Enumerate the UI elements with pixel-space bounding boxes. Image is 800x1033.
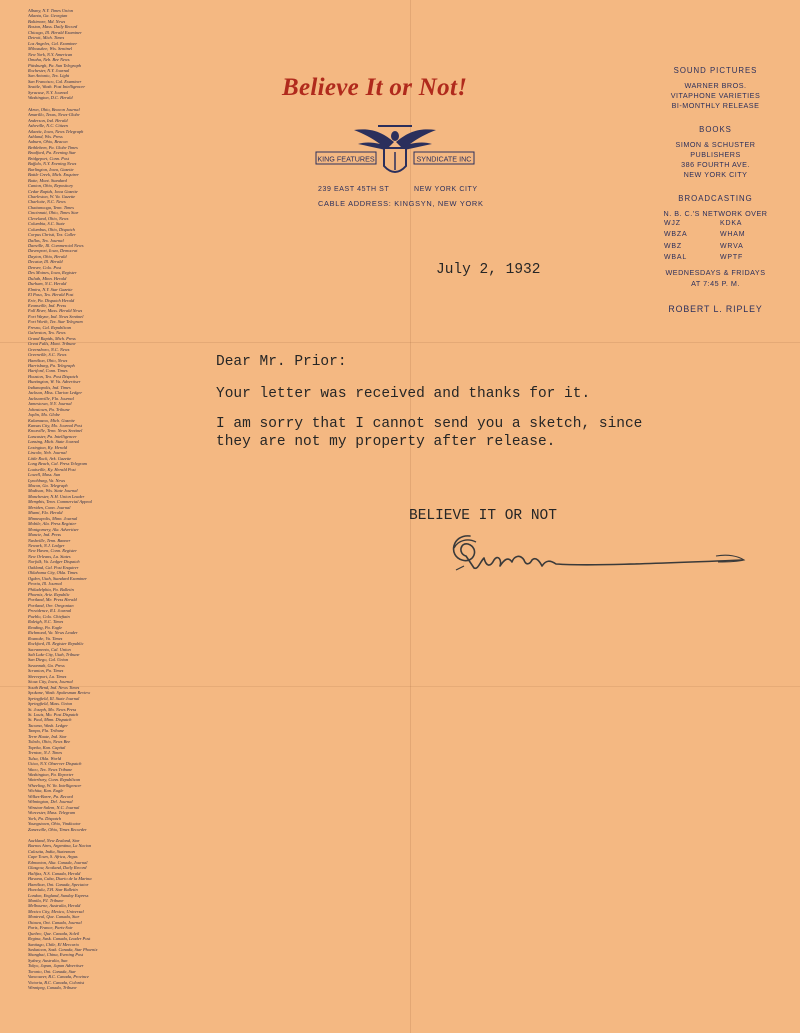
newspaper-list-item: Victoria, B.C. Canada, Colonist xyxy=(28,979,85,985)
newspaper-list-item: York, Pa. Dispatch xyxy=(28,815,62,821)
newspaper-list-item: Ashland, Wis. Press xyxy=(28,133,63,139)
newspaper-list-item: Fort Wayne, Ind. News Sentinel xyxy=(28,313,84,319)
newspaper-list-item: Manila, P.I. Tribune xyxy=(28,897,64,903)
newspaper-list-item: Scranton, Pa. Times xyxy=(28,668,64,674)
newspaper-list-item: Miami, Fla. Herald xyxy=(28,510,63,516)
newspaper-list-item: Winnipeg, Canada, Tribune xyxy=(28,985,77,991)
letterhead-title: Believe It or Not! xyxy=(282,74,468,101)
newspaper-list-item: Pueblo, Colo. Chieftain xyxy=(28,613,70,619)
newspaper-list-item: Decatur, Ill. Herald xyxy=(28,259,63,265)
newspaper-list-item: Chattanooga, Tenn. Times xyxy=(28,204,74,210)
newspaper-list-item: St. Louis, Mo. Post Dispatch xyxy=(28,712,79,717)
newspaper-list-item: Evansville, Ind. Press xyxy=(28,303,67,309)
newspaper-list-item: Ottawa, Ont. Canada, Journal xyxy=(28,919,82,925)
newspaper-list-item: Memphis, Tenn. Commercial Appeal xyxy=(28,499,92,505)
newspaper-list-item: Jamestown, N.Y. Journal xyxy=(28,401,72,407)
station-row: WJZ KDKA xyxy=(664,220,743,227)
newspaper-list-item: Bethlehem, Pa. Globe Times xyxy=(28,144,78,150)
newspaper-list-item: Syracuse, N.Y. Journal xyxy=(28,89,68,95)
newspaper-list-item: Shanghai, China, Evening Post xyxy=(28,952,84,958)
newspaper-list-item: Tampa, Fla. Tribune xyxy=(28,728,64,734)
letter-paragraph: they are not my property after release. xyxy=(216,434,556,450)
newspaper-list-item: Akron, Ohio, Beacon Journal xyxy=(28,106,80,112)
newspaper-list-item: Worcester, Mass. Telegram xyxy=(28,810,76,816)
newspaper-list-item: Joplin, Mo. Globe xyxy=(28,412,60,418)
newspaper-list-item: St. Joseph, Mo. News Press xyxy=(28,706,77,712)
newspaper-list-item: Springfield, Mass. Union xyxy=(28,701,73,707)
newspaper-list-item: Muncie, Ind. Press xyxy=(28,532,62,538)
newspaper-list-item: Madison, Wis. State Journal xyxy=(28,488,78,494)
newspaper-list-item: Wilkes-Barre, Pa. Record xyxy=(28,793,73,799)
newspaper-list-item: Rockford, Ill. Register Republic xyxy=(28,641,84,647)
newspaper-list-item: Jacksonville, Fla. Journal xyxy=(28,395,74,401)
newspaper-list-item: Utica, N.Y. Observer Dispatch xyxy=(28,761,82,767)
sound-pictures-line: WARNER BROS. xyxy=(684,81,747,90)
newspaper-list-item: Montgomery, Ala. Advertiser xyxy=(28,526,79,532)
king-features-eagle-logo xyxy=(314,122,476,186)
newspaper-list-item: Indianapolis, Ind. Times xyxy=(28,384,71,390)
newspaper-list-item: Knoxville, Tenn. News Sentinel xyxy=(28,428,83,434)
newspaper-list-item: Columbus, Ohio, Dispatch xyxy=(28,226,75,232)
newspaper-list-item: Harrisburg, Pa. Telegraph xyxy=(28,363,75,368)
newspaper-list-item: Topeka, Kan. Capital xyxy=(28,744,66,750)
newspaper-list-item: Erie, Pa. Dispatch Herald xyxy=(28,297,75,303)
newspaper-list-item: Duluth, Minn. Herald xyxy=(28,275,67,281)
newspaper-list-item: Battle Creek, Mich. Enquirer xyxy=(28,172,80,178)
newspaper-list-item: Melbourne, Australia, Herald xyxy=(28,903,81,909)
newspaper-list-item: Cape Town, S. Africa, Argus xyxy=(28,854,78,860)
newspaper-list-item: Sacramento, Cal. Union xyxy=(28,646,71,652)
newspaper-list-item: Elmira, N.Y. Star Gazette xyxy=(28,286,73,292)
newspaper-list-item: Mobile, Ala. Press Register xyxy=(28,521,77,527)
newspaper-list-item: Youngstown, Ohio, Vindicator xyxy=(28,821,81,827)
newspaper-list-item: Louisville, Ky. Herald Post xyxy=(28,466,76,472)
newspaper-list-item: Waco, Tex. News Tribune xyxy=(28,766,73,772)
newspaper-list-item: Grand Rapids, Mich. Press xyxy=(28,335,76,341)
newspaper-list-item: Minneapolis, Minn. Journal xyxy=(28,515,78,521)
newspaper-list-item: Anderson, Ind. Herald xyxy=(28,117,68,123)
newspaper-list-item: Lynchburg, Va. News xyxy=(28,477,66,483)
newspaper-list-item: Corpus Christi, Tex. Caller xyxy=(28,232,76,238)
newspaper-list-item: Baltimore, Md. News xyxy=(28,18,66,24)
address-right: NEW YORK CITY xyxy=(414,186,478,193)
broadcasting-heading: BROADCASTING xyxy=(678,194,753,203)
newspaper-list-item: Cedar Rapids, Iowa Gazette xyxy=(28,188,78,194)
newspaper-list-item: Jackson, Miss. Clarion Ledger xyxy=(28,390,83,396)
network-line: N. B. C.'S NETWORK OVER xyxy=(663,209,768,218)
newspaper-list-item: Kalamazoo, Mich. Gazette xyxy=(28,417,75,423)
letter-date: July 2, 1932 xyxy=(436,262,541,278)
address-left: 239 EAST 45TH ST xyxy=(318,186,390,193)
station-row: WBZ WRVA xyxy=(664,242,744,250)
newspaper-list-item: Huntington, W. Va. Advertiser xyxy=(28,379,81,385)
newspaper-list-item: Tulsa, Okla. World xyxy=(28,755,62,761)
newspaper-list-item: Los Angeles, Cal. Examiner xyxy=(28,40,78,46)
newspaper-list-item: Fresno, Cal. Republican xyxy=(28,324,72,330)
newspaper-list-item: Lincoln, Neb. Journal xyxy=(28,450,67,456)
signature xyxy=(446,530,746,580)
cable-address: CABLE ADDRESS: KINGSYN, NEW YORK xyxy=(318,199,484,208)
newspaper-list-item: Providence, R.I. Journal xyxy=(28,608,72,614)
newspaper-list-item: Charlotte, N.C. News xyxy=(28,199,66,205)
newspaper-list-item: Omaha, Neb. Bee News xyxy=(28,57,70,63)
newspaper-list-item: Waterbury, Conn. Republican xyxy=(28,777,81,783)
newspaper-list-item: Roanoke, Va. Times xyxy=(28,635,63,641)
newspaper-list-item: Washington, D.C. Herald xyxy=(28,95,73,101)
newspaper-list-item: Fort Worth, Tex. Star Telegram xyxy=(28,319,83,325)
newspaper-list-item: Richmond, Va. News Leader xyxy=(28,630,78,636)
newspaper-list-item: Trenton, N.J. Times xyxy=(28,750,63,756)
newspaper-list-item: Santiago, Chile, El Mercurio xyxy=(28,941,79,947)
newspaper-list-item: Tacoma, Wash. Ledger xyxy=(28,722,68,728)
newspaper-list-item: Great Falls, Mont. Tribune xyxy=(28,341,76,347)
schedule-line: AT 7:45 P. M. xyxy=(691,279,740,288)
newspaper-list-item: Canton, Ohio, Repository xyxy=(28,183,74,189)
books-heading: BOOKS xyxy=(699,125,732,134)
newspaper-list-item: Wichita, Kan. Eagle xyxy=(28,788,64,794)
newspaper-list-item: Glasgow, Scotland, Daily Record xyxy=(28,865,87,871)
newspaper-list-item: Nashville, Tenn. Banner xyxy=(28,537,71,543)
newspaper-list-item: Wheeling, W. Va. Intelligencer xyxy=(28,782,82,788)
eagle-head-icon xyxy=(391,131,399,141)
newspaper-list-item: Manchester, N.H. Union Leader xyxy=(28,493,85,499)
newspaper-list-item: Calcutta, India, Statesman xyxy=(28,848,75,854)
newspaper-list-item: Lancaster, Pa. Intelligencer xyxy=(28,433,77,439)
newspaper-list-item: Quebec, Que. Canada, Soleil xyxy=(28,930,80,936)
newspaper-list-item: Greensboro, N.C. News xyxy=(28,346,70,352)
schedule-line: WEDNESDAYS & FRIDAYS xyxy=(665,268,766,277)
letter-paragraph: I am sorry that I cannot send you a sketch, since xyxy=(216,416,643,432)
newspaper-list-item: Philadelphia, Pa. Bulletin xyxy=(28,586,74,592)
newspaper-list-item: Denver, Colo. Post xyxy=(28,264,62,270)
newspaper-list-item: Amarillo, Texas, News-Globe xyxy=(28,112,80,118)
letter-salutation: Dear Mr. Prior: xyxy=(216,354,347,370)
newspaper-list-item: El Paso, Tex. Herald Post xyxy=(28,292,74,298)
sound-pictures-line: VITAPHONE VARIETIES xyxy=(670,91,761,100)
newspaper-list-item: Spokane, Wash. Spokesman Review xyxy=(28,690,91,696)
newspaper-list-item: Detroit, Mich. Times xyxy=(28,35,65,41)
newspaper-list-item: Buffalo, N.Y. Evening News xyxy=(28,161,77,167)
newspaper-list-item: Zanesville, Ohio, Times Recorder xyxy=(28,826,87,832)
newspaper-list-item: Macon, Ga. Telegraph xyxy=(28,482,68,488)
books-line: 386 FOURTH AVE. xyxy=(681,160,750,169)
newspaper-list-item: Washington, Pa. Reporter xyxy=(28,771,74,777)
newspaper-list-item: Fall River, Mass. Herald News xyxy=(28,308,83,314)
newspaper-list-item: Columbia, S.C. State xyxy=(28,221,65,227)
newspaper-list-item: Pittsburgh, Pa. Sun Telegraph xyxy=(28,62,81,68)
newspaper-list-item: Toronto, Ont. Canada, Star xyxy=(28,968,76,974)
newspaper-list-item: Albany, N.Y. Times Union xyxy=(28,8,73,13)
newspaper-list-item: Auburn, Ohio, Beacon xyxy=(28,139,68,145)
newspaper-list-item: Danville, Ill. Commercial News xyxy=(28,243,84,249)
newspaper-list-item: Hamilton, Ont. Canada, Spectator xyxy=(28,881,89,887)
newspaper-list-item: Toledo, Ohio, News Bee xyxy=(28,739,71,745)
newspaper-list-item: Cincinnati, Ohio, Times Star xyxy=(28,210,79,216)
newspaper-list-item: Charleston, W. Va. Gazette xyxy=(28,193,76,199)
books-line: SIMON & SCHUSTER xyxy=(675,140,756,149)
newspaper-list-item: Sydney, Australia, Sun xyxy=(28,957,68,963)
newspaper-list-item: Portland, Me. Press Herald xyxy=(28,597,77,603)
newspaper-list-item: Lexington, Ky. Herald xyxy=(28,444,68,450)
letter-closing: BELIEVE IT OR NOT xyxy=(409,508,557,524)
newspaper-list-item: San Diego, Cal. Union xyxy=(28,657,69,663)
newspaper-list-item: Vancouver, B.C. Canada, Province xyxy=(28,974,89,980)
newspaper-list-item: Des Moines, Iowa, Register xyxy=(28,270,77,276)
newspaper-list-item: Lowell, Mass. Sun xyxy=(28,472,61,478)
newspaper-list-item: Galveston, Tex. News xyxy=(28,330,66,336)
newspaper-list-item: Halifax, N.S. Canada, Herald xyxy=(28,870,81,876)
station-row: WBZA WHAM xyxy=(664,231,746,239)
newspaper-list-item: Cleveland, Ohio, News xyxy=(28,215,69,221)
newspaper-list-item: Edmonton, Alta. Canada, Journal xyxy=(28,859,88,865)
newspaper-list-sidebar xyxy=(28,8,136,1028)
newspaper-list-item: Shreveport, La. Times xyxy=(28,673,67,679)
logo-text-right: SYNDICATE INC xyxy=(416,154,472,164)
newspaper-list-item: Raleigh, N.C. Times xyxy=(28,619,64,625)
newspaper-list-item: Durham, N.C. Herald xyxy=(28,281,67,287)
eagle-left-wing-icon xyxy=(354,129,394,150)
sound-pictures-line: BI-MONTHLY RELEASE xyxy=(671,101,760,110)
newspaper-list-item: St. Paul, Minn. Dispatch xyxy=(28,717,72,723)
newspaper-list-item: New York, N.Y. American xyxy=(28,51,73,57)
newspaper-list-item: Montreal, Que. Canada, Star xyxy=(28,914,80,920)
newspaper-list-item: Oakland, Cal. Post Enquirer xyxy=(28,564,79,570)
newspaper-list-item: Butte, Mont. Standard xyxy=(28,177,67,183)
newspaper-list-item: Auckland, New Zealand, Star xyxy=(28,837,80,843)
newspaper-list-item: Long Beach, Cal. Press Telegram xyxy=(28,461,87,467)
newspaper-list-item: San Francisco, Cal. Examiner xyxy=(28,78,82,84)
logo-text-left: KING FEATURES xyxy=(317,154,375,164)
newspaper-list-item: Lansing, Mich. State Journal xyxy=(28,439,80,445)
newspaper-list-item: Springfield, Ill. State Journal xyxy=(28,695,80,701)
newspaper-list-item: Honolulu, T.H. Star Bulletin xyxy=(28,887,78,893)
newspaper-list-item: Johnstown, Pa. Tribune xyxy=(28,406,70,412)
newspaper-list-item: South Bend, Ind. News Times xyxy=(28,684,80,690)
newspaper-list-item: Greenville, S.C. News xyxy=(28,352,67,358)
newspaper-list-item: Seattle, Wash. Post Intelligencer xyxy=(28,84,86,90)
newspaper-list-item: Boston, Mass. Daily Record xyxy=(28,24,78,30)
newspaper-list-item: Atlanta, Ga. Georgian xyxy=(28,13,68,19)
newspaper-list-item: Bradford, Pa. Evening Star xyxy=(28,150,77,156)
newspaper-list-item: Little Rock, Ark. Gazette xyxy=(28,455,72,461)
newspaper-list-item: Atlantic, Iowa, News Telegraph xyxy=(28,128,84,134)
newspaper-list-item: Oklahoma City, Okla. Times xyxy=(28,570,78,576)
newspaper-list-item: Norfolk, Va. Ledger Dispatch xyxy=(28,559,80,565)
newspaper-list-item: Regina, Sask. Canada, Leader Post xyxy=(28,936,91,942)
newspaper-list-item: Peoria, Ill. Journal xyxy=(28,581,62,587)
newspaper-list-item: Newark, N.J. Ledger xyxy=(28,542,65,548)
newspaper-list-item: Ogden, Utah, Standard Examiner xyxy=(28,575,87,581)
newspaper-list-item: Dayton, Ohio, Herald xyxy=(28,253,67,259)
letterhead-name: ROBERT L. RIPLEY xyxy=(668,304,763,314)
newspaper-list-item: Mexico City, Mexico, Universal xyxy=(28,908,84,914)
newspaper-list-item: London, England, Sunday Express xyxy=(28,892,89,898)
newspaper-list-item: Savannah, Ga. Press xyxy=(28,662,65,668)
newspaper-list-item: Salt Lake City, Utah, Tribune xyxy=(28,652,80,658)
newspaper-list-item: Dallas, Tex. Journal xyxy=(28,237,64,243)
books-line: NEW YORK CITY xyxy=(683,170,748,179)
newspaper-list-item: Terre Haute, Ind. Star xyxy=(28,733,67,739)
newspaper-list-item: Tokyo, Japan, Japan Advertiser xyxy=(28,963,84,969)
newspaper-list-item: Phoenix, Ariz. Republic xyxy=(28,592,70,598)
station-row: WBAL WPTF xyxy=(664,253,744,261)
newspaper-list-item: Asheville, N.C. Citizen xyxy=(28,123,68,129)
newspaper-list-item: Burlington, Iowa, Gazette xyxy=(28,166,74,172)
newspaper-list-item: Winston-Salem, N.C. Journal xyxy=(28,804,80,810)
newspaper-list-item: Wilmington, Del. Journal xyxy=(28,799,73,805)
newspaper-list-item: Saskatoon, Sask. Canada, Star Phoenix xyxy=(28,947,98,953)
newspaper-list-item: Rochester, N.Y. Journal xyxy=(28,67,70,73)
newspaper-list-item: Houston, Tex. Post Dispatch xyxy=(28,373,78,379)
newspaper-list-item: Buenos Aires, Argentina, La Nacion xyxy=(28,843,92,849)
newspaper-list-item: New Haven, Conn. Register xyxy=(28,548,77,554)
newspaper-list-item: Meriden, Conn. Journal xyxy=(28,504,71,510)
newspaper-list-item: Sioux City, Iowa, Journal xyxy=(28,679,73,685)
newspaper-list-item: Hamilton, Ohio, News xyxy=(28,357,68,363)
newspaper-list-item: Kansas City, Mo. Journal Post xyxy=(28,422,82,428)
newspaper-list-item: Chicago, Ill. Herald Examiner xyxy=(28,29,82,35)
newspaper-list-item: Paris, France, Paris-Soir xyxy=(28,925,73,931)
letter-paragraph: Your letter was received and thanks for it. xyxy=(216,386,591,402)
books-line: PUBLISHERS xyxy=(690,150,741,159)
newspaper-list-item: Bridgeport, Conn. Post xyxy=(28,155,69,161)
newspaper-list-item: Davenport, Iowa, Democrat xyxy=(28,248,78,254)
station-list xyxy=(664,220,768,265)
newspaper-list-item: Havana, Cuba, Diario de la Marina xyxy=(28,876,92,882)
newspaper-list-item: Hartford, Conn. Times xyxy=(28,368,68,374)
eagle-right-wing-icon xyxy=(396,129,436,150)
newspaper-list-item: Reading, Pa. Eagle xyxy=(28,624,63,630)
newspaper-list-item: New Orleans, La. States xyxy=(28,553,71,559)
newspaper-list-item: Portland, Ore. Oregonian xyxy=(28,602,74,608)
newspaper-list-item: San Antonio, Tex. Light xyxy=(28,73,70,79)
sound-pictures-heading: SOUND PICTURES xyxy=(673,66,758,75)
newspaper-list-item: Milwaukee, Wis. Sentinel xyxy=(28,46,73,52)
